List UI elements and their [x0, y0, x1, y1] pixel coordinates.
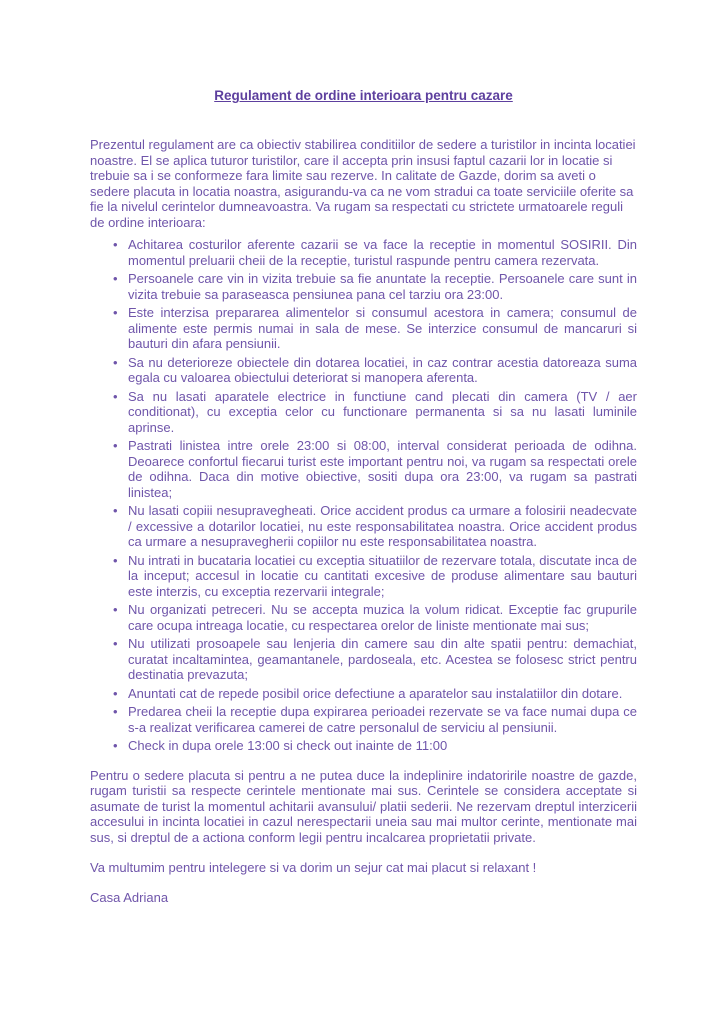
rule-item: • Este interzisa prepararea alimentelor si consumul acestora in camera; consumul de alimente este permis numai in sala de mese. Se interzice consumul de mancaruri si bauturi din afara pensiunii.: [90, 305, 637, 352]
thanks-line: Va multumim pentru intelegere si va dorim un sejur cat mai placut si relaxant !: [90, 860, 537, 875]
rule-item: • Predarea cheii la receptie dupa expirarea perioadei rezervate se va face numai dupa ce s-a realizat verificarea camerei de catre personalul de serviciu al pensiunii.: [90, 704, 637, 735]
document-title: Regulament de ordine interioara pentru cazare: [214, 88, 513, 103]
intro-paragraph: Prezentul regulament are ca obiectiv stabilirea conditiilor de sedere a turistilor in incinta locatiei noastre. El se aplica tuturor turistilor, care il accepta prin insusi faptul cazarii lor in locatie si trebuie sa i se conformeze fara limite sau rezerve. In calitate de Gazde, dorim sa aveti o sedere placuta in locatia noastra, asigurandu-va ca ne vom stradui ca toate serviciile oferite sa fie la nivelul cerintelor dumneavoastra. Va rugam sa respectati cu strictete urmatoarele reguli de ordine interioara:: [90, 137, 636, 230]
rule-item: • Nu intrati in bucataria locatiei cu exceptia situatiilor de rezervare totala, discutate inca de la inceput; accesul in locatie cu cantitati excesive de produse alimentare sau bauturi este interzis, cu exceptia rezervarii integrale;: [90, 553, 637, 600]
rules-list: [90, 237, 637, 754]
rule-item: • Sa nu deterioreze obiectele din dotarea locatiei, in caz contrar acestia datoreaza suma egala cu valoarea obiectului deteriorat si manopera aferenta.: [90, 355, 637, 386]
rule-item: • Sa nu lasati aparatele electrice in functiune cand plecati din camera (TV / aer conditionat), cu exceptia celor cu functionare permanenta si sa nu lasati luminile aprinse.: [90, 389, 637, 436]
closing-paragraph: Pentru o sedere placuta si pentru a ne putea duce la indeplinire indatoririle noastre de gazde, rugam turistii sa respecte cerintele mentionate mai sus. Cerintele se considera acceptate si asumate de turist la momentul achitarii avansului/ platii sederii. Ne rezervam dreptul interzicerii accesului in incinta locatiei in cazul nerespectarii uneia sau mai multor cerinte, mentionate mai sus, si dreptul de a actiona conform legii pentru incalcarea proprietatii private.: [90, 767, 637, 845]
rule-item: • Pastrati linistea intre orele 23:00 si 08:00, interval considerat perioada de odihna. Deoarece confortul fiecarui turist este important pentru noi, va rugam sa respectati orele de odihna. Daca din motive obiective, sositi dupa ora 23:00, va rugam sa pastrati linistea;: [90, 438, 637, 500]
rule-item: • Nu utilizati prosoapele sau lenjeria din camere sau din alte spatii pentru: demachiat, curatat incaltamintea, geamantanele, pardoseala, etc. Acestea se folosesc strict pentru destinatia prevazuta;: [90, 636, 637, 683]
rule-item: • Persoanele care vin in vizita trebuie sa fie anuntate la receptie. Persoanele care sunt in vizita trebuie sa paraseasca pensiunea pana cel tarziu ora 23:00.: [90, 271, 637, 302]
rule-item: • Nu organizati petreceri. Nu se accepta muzica la volum ridicat. Exceptie fac grupurile care ocupa intreaga locatie, cu respectarea orelor de liniste mentionate mai sus;: [90, 602, 637, 633]
rule-item: • Check in dupa orele 13:00 si check out inainte de 11:00: [90, 738, 637, 754]
rule-item: • Nu lasati copiii nesupravegheati. Orice accident produs ca urmare a folosirii neadecvate / excessive a dotarilor locatiei, nu este responsabilitatea noastra. Orice accident produs ca urmare a nesupravegherii copiilor nu este responsabilitatea noastra.: [90, 503, 637, 550]
rule-item: • Achitarea costurilor aferente cazarii se va face la receptie in momentul SOSIRII. Din momentul preluarii cheii de la receptie, turistul raspunde pentru camera rezervata.: [90, 237, 637, 268]
signature-line: Casa Adriana: [90, 889, 169, 905]
rule-item: • Anuntati cat de repede posibil orice defectiune a aparatelor sau instalatiilor din dotare.: [90, 686, 637, 702]
